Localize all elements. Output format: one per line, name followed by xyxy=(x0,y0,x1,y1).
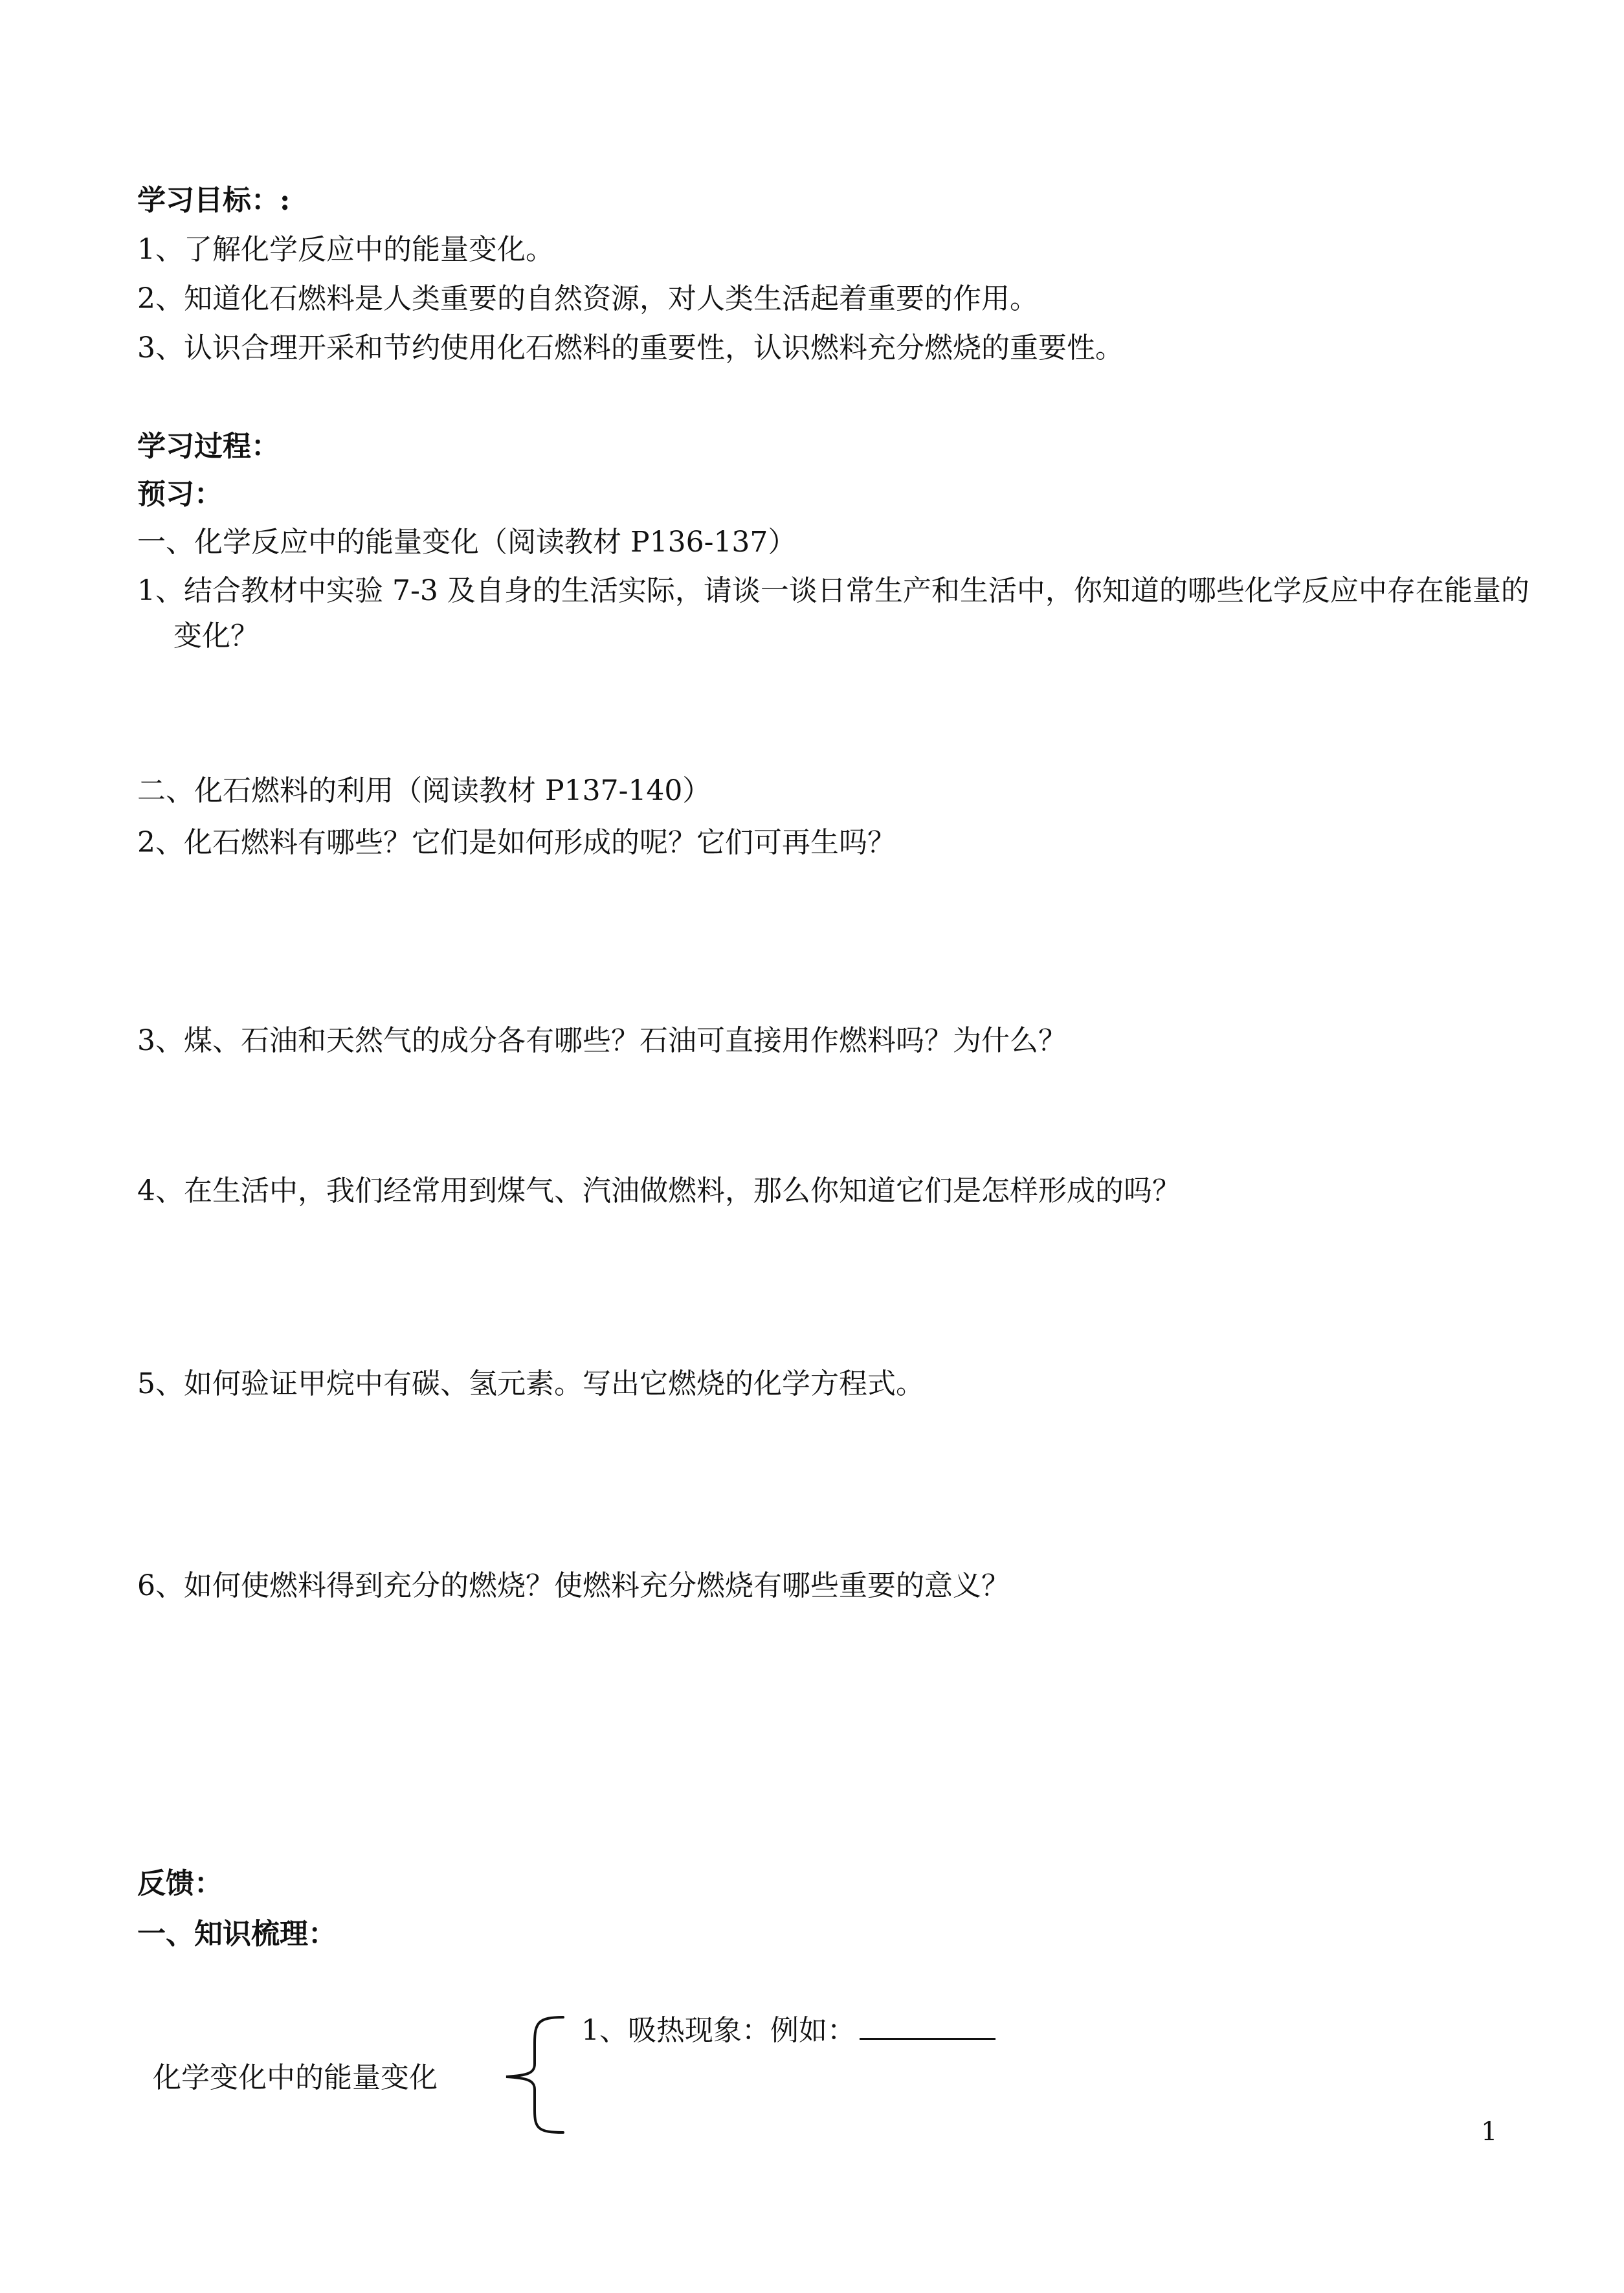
feedback-heading: 反馈： xyxy=(137,1867,223,1900)
answer-blank[interactable] xyxy=(860,2011,996,2040)
section1-title: 一、化学反应中的能量变化（阅读教材 P136-137） xyxy=(137,526,797,559)
objective-item: 1、了解化学反应中的能量变化。 xyxy=(137,233,554,266)
knowledge-heading: 一、知识梳理： xyxy=(137,1918,337,1951)
objectives-heading: 学习目标：: xyxy=(137,184,291,217)
question-5: 5、如何验证甲烷中有碳、氢元素。写出它燃烧的化学方程式。 xyxy=(137,1367,924,1400)
process-heading: 学习过程： xyxy=(137,430,280,463)
question-4: 4、在生活中，我们经常用到煤气、汽油做燃料，那么你知道它们是怎样形成的吗？ xyxy=(137,1174,1181,1207)
section2-title: 二、化石燃料的利用（阅读教材 P137-140） xyxy=(137,774,711,807)
diagram-label: 化学变化中的能量变化 xyxy=(153,2061,438,2094)
objective-item: 2、知道化石燃料是人类重要的自然资源，对人类生活起着重要的作用。 xyxy=(137,282,1038,315)
objective-item: 3、认识合理开采和节约使用化石燃料的重要性，认识燃料充分燃烧的重要性。 xyxy=(137,331,1124,364)
question-1: 1、结合教材中实验 7-3 及自身的生活实际，请谈一谈日常生产和生活中，你知道的哪些化学反应中存在能量的变化？ xyxy=(137,574,1529,653)
preview-heading: 预习： xyxy=(137,478,223,511)
branch-1-text: 1、吸热现象：例如： xyxy=(581,2014,856,2047)
diagram-branch-1 xyxy=(581,2011,996,2050)
question-6: 6、如何使燃料得到充分的燃烧？使燃料充分燃烧有哪些重要的意义？ xyxy=(137,1569,1010,1602)
page-number: 1 xyxy=(1481,2117,1498,2147)
question-3: 3、煤、石油和天然气的成分各有哪些？石油可直接用作燃料吗？为什么？ xyxy=(137,1024,1067,1057)
curly-brace-icon xyxy=(498,2013,570,2136)
question-2: 2、化石燃料有哪些？它们是如何形成的呢？它们可再生吗？ xyxy=(137,826,896,859)
